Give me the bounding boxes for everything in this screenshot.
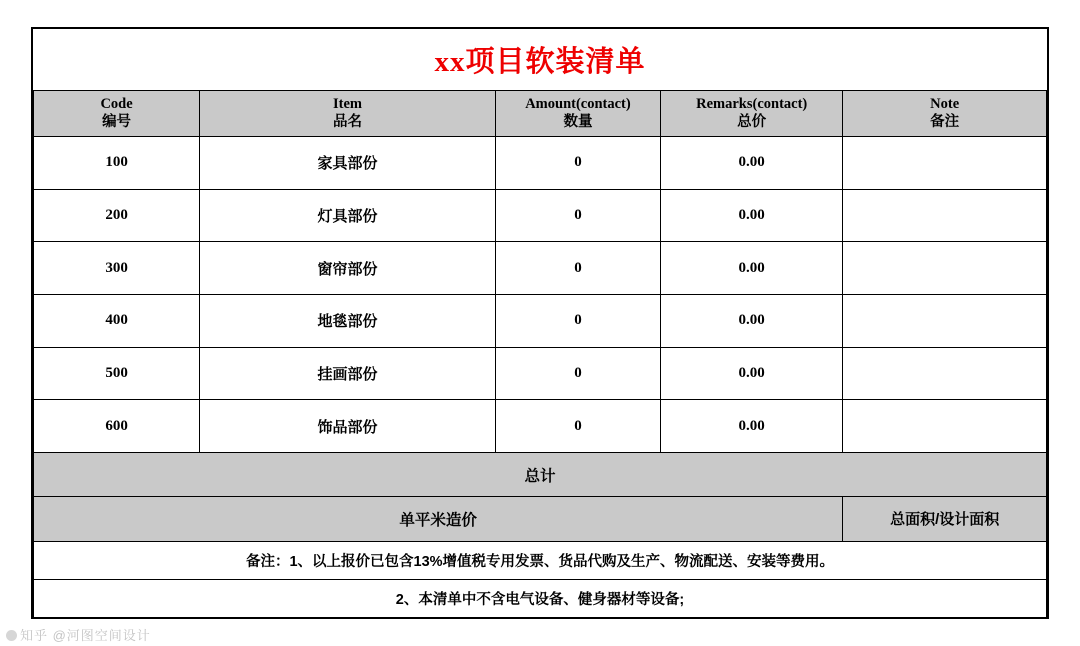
cell-amount: 0: [495, 347, 660, 400]
cell-note: [843, 295, 1047, 348]
title-row: [34, 29, 1047, 90]
document-title-cell: [34, 29, 1047, 90]
column-header-remarks-en: Remarks(contact): [696, 95, 808, 112]
cell-code: 100: [34, 136, 200, 189]
soft-furnishing-list-sheet: [31, 27, 1049, 619]
cell-remarks: 0.00: [661, 295, 843, 348]
total-label-cell: [34, 453, 1047, 497]
cell-item: 饰品部份: [200, 400, 496, 453]
total-row: [34, 453, 1047, 497]
cell-note: [843, 136, 1047, 189]
watermark-logo-icon: [6, 630, 17, 641]
footnote-row-1: [34, 541, 1047, 579]
cell-note: [843, 400, 1047, 453]
cell-code: 200: [34, 189, 200, 242]
cell-remarks: 0.00: [661, 189, 843, 242]
table-row: [34, 189, 1047, 242]
footnote-1: 备注：1、以上报价已包含13%增值税专用发票、货品代购及生产、物流配送、安装等费用。: [34, 541, 1047, 579]
column-header-amount: [495, 90, 660, 136]
column-header-code-en: Code: [100, 95, 133, 112]
column-header-code: [34, 90, 200, 136]
table-header-row: [34, 90, 1047, 136]
cell-remarks: 0.00: [661, 347, 843, 400]
column-header-item-en: Item: [333, 95, 363, 112]
cell-item: 挂画部份: [200, 347, 496, 400]
watermark: [6, 625, 151, 644]
cell-item: 灯具部份: [200, 189, 496, 242]
column-header-remarks: [661, 90, 843, 136]
cell-item: 窗帘部份: [200, 242, 496, 295]
column-header-amount-cn: 数量: [563, 114, 593, 131]
cell-code: 300: [34, 242, 200, 295]
table-row: [34, 136, 1047, 189]
total-label: 总计: [524, 467, 556, 485]
cell-amount: 0: [495, 400, 660, 453]
table-row: [34, 400, 1047, 453]
cell-remarks: 0.00: [661, 136, 843, 189]
unit-price-row: [34, 497, 1047, 541]
cell-code: 600: [34, 400, 200, 453]
watermark-text: 知乎 @河图空间设计: [20, 628, 151, 643]
soft-furnishing-table: [33, 29, 1047, 617]
footnote-row-2: [34, 579, 1047, 617]
cell-note: [843, 242, 1047, 295]
footnote-2: 2、本清单中不含电气设备、健身器材等设备;: [34, 579, 1047, 617]
column-header-amount-en: Amount(contact): [525, 95, 631, 112]
unit-price-label: 单平米造价: [399, 511, 477, 529]
column-header-remarks-cn: 总价: [737, 114, 767, 131]
unit-price-label-cell: [34, 497, 843, 541]
column-header-note-cn: 备注: [930, 114, 960, 131]
total-area-label: 总面积/设计面积: [843, 497, 1047, 541]
table-row: [34, 242, 1047, 295]
cell-item: 地毯部份: [200, 295, 496, 348]
table-row: [34, 295, 1047, 348]
cell-code: 500: [34, 347, 200, 400]
cell-item: 家具部份: [200, 136, 496, 189]
cell-amount: 0: [495, 242, 660, 295]
column-header-note-en: Note: [930, 95, 960, 112]
page-title: xx项目软装清单: [434, 45, 646, 78]
cell-amount: 0: [495, 295, 660, 348]
cell-note: [843, 189, 1047, 242]
column-header-item-cn: 品名: [333, 114, 363, 131]
table-row: [34, 347, 1047, 400]
cell-remarks: 0.00: [661, 242, 843, 295]
column-header-item: [200, 90, 496, 136]
cell-amount: 0: [495, 136, 660, 189]
column-header-code-cn: 编号: [102, 114, 132, 131]
cell-amount: 0: [495, 189, 660, 242]
cell-note: [843, 347, 1047, 400]
column-header-note: [843, 90, 1047, 136]
cell-remarks: 0.00: [661, 400, 843, 453]
cell-code: 400: [34, 295, 200, 348]
